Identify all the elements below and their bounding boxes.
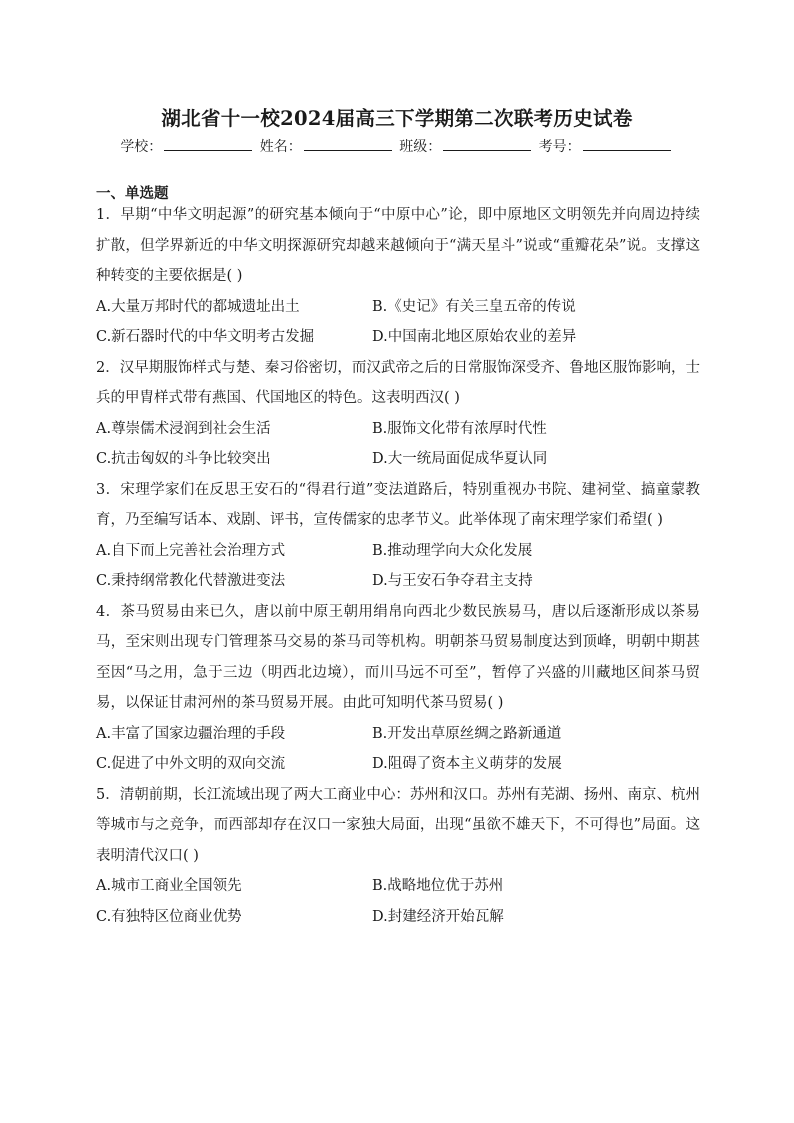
option-a: A.尊崇儒术浸润到社会生活 bbox=[96, 420, 271, 437]
option-row bbox=[96, 719, 700, 750]
class-blank bbox=[443, 138, 531, 151]
option-c: C.秉持纲常教化代替激进变法 bbox=[96, 573, 286, 589]
question-3 bbox=[96, 475, 700, 597]
option-c: C.有独特区位商业优势 bbox=[96, 908, 242, 925]
option-d: D.中国南北地区原始农业的差异 bbox=[372, 329, 577, 345]
question-stem: 5．清朝前期，长江流域出现了两大工商业中心：苏州和汉口。苏州有芜湖、扬州、南京、杭州等城市与之竞争，而西部却存在汉口一家独大局面，出现“虽欲不雄天下，不可得也”局面。这表明清代汉口( ) bbox=[96, 786, 700, 864]
question-1 bbox=[96, 200, 700, 353]
option-c: C.新石器时代的中华文明考古发掘 bbox=[96, 329, 315, 345]
school-label: 学校： bbox=[120, 139, 163, 155]
question-stem: 1．早期“中华文明起源”的研究基本倾向于“中原中心”论，即中原地区文明领先并向周边持续扩散，但学界新近的中华文明探源研究却越来越倾向于“满天星斗”说或“重瓣花朵”说。支撑这种转变的主要依据是( ) bbox=[96, 207, 700, 284]
exam-number-blank bbox=[583, 138, 671, 151]
student-info-line bbox=[0, 136, 794, 156]
question-2 bbox=[96, 353, 700, 475]
option-row bbox=[96, 749, 700, 780]
option-b: B.开发出草原丝绸之路新通道 bbox=[372, 725, 562, 742]
option-b: B.推动理学向大众化发展 bbox=[372, 542, 533, 559]
exam-title: 湖北省十一校2024届高三下学期第二次联考历史试卷 bbox=[161, 107, 633, 130]
section-heading: 一、单选题 bbox=[96, 185, 169, 202]
option-c: C.抗击匈奴的斗争比较突出 bbox=[96, 451, 271, 467]
option-b: B.《史记》有关三皇五帝的传说 bbox=[372, 298, 576, 315]
option-row bbox=[96, 292, 700, 323]
option-row bbox=[96, 871, 700, 902]
option-c: C.促进了中外文明的双向交流 bbox=[96, 756, 286, 772]
option-b: B.战略地位优于苏州 bbox=[372, 878, 504, 894]
exam-number-label: 考号： bbox=[538, 139, 581, 155]
option-a: A.城市工商业全国领先 bbox=[96, 878, 242, 894]
option-d: D.阻碍了资本主义萌芽的发展 bbox=[372, 756, 562, 772]
option-row bbox=[96, 536, 700, 567]
question-stem: 3．宋理学家们在反思王安石的“得君行道”变法道路后，特别重视办书院、建祠堂、搞童蒙教育，乃至编写话本、戏剧、评书，宣传儒家的忠孝节义。此举体现了南宋理学家们希望( ) bbox=[96, 481, 700, 528]
option-row bbox=[96, 444, 700, 475]
name-blank bbox=[304, 138, 392, 151]
option-a: A.丰富了国家边疆治理的手段 bbox=[96, 725, 286, 742]
option-d: D.与王安石争夺君主支持 bbox=[372, 573, 533, 589]
option-row bbox=[96, 902, 700, 933]
question-4 bbox=[96, 597, 700, 780]
question-5 bbox=[96, 780, 700, 933]
option-a: A.自下而上完善社会治理方式 bbox=[96, 542, 286, 559]
option-row bbox=[96, 566, 700, 597]
option-row bbox=[96, 414, 700, 445]
option-a: A.大量万邦时代的都城遗址出土 bbox=[96, 298, 300, 315]
option-d: D.封建经济开始瓦解 bbox=[372, 908, 504, 925]
name-label: 姓名： bbox=[259, 139, 302, 155]
question-stem: 4．茶马贸易由来已久，唐以前中原王朝用绢帛向西北少数民族易马，唐以后逐渐形成以茶易马，至宋则出现专门管理茶马交易的茶马司等机构。明朝茶马贸易制度达到顶峰，明朝中期甚至因“马之用，急于三边（明西北边境），而川马远不可至”，暂停了兴盛的川藏地区间茶马贸易，以保证甘肃河州的茶马贸易开展。由此可知明代茶马贸易( ) bbox=[96, 603, 700, 711]
option-row bbox=[96, 322, 700, 353]
question-stem: 2．汉早期服饰样式与楚、秦习俗密切，而汉武帝之后的日常服饰深受齐、鲁地区服饰影响，士兵的甲胄样式带有燕国、代国地区的特色。这表明西汉( ) bbox=[96, 359, 700, 406]
class-label: 班级： bbox=[399, 139, 442, 155]
school-blank bbox=[164, 138, 252, 151]
option-b: B.服饰文化带有浓厚时代性 bbox=[372, 420, 547, 437]
question-list bbox=[96, 200, 700, 932]
option-d: D.大一统局面促成华夏认同 bbox=[372, 451, 548, 467]
